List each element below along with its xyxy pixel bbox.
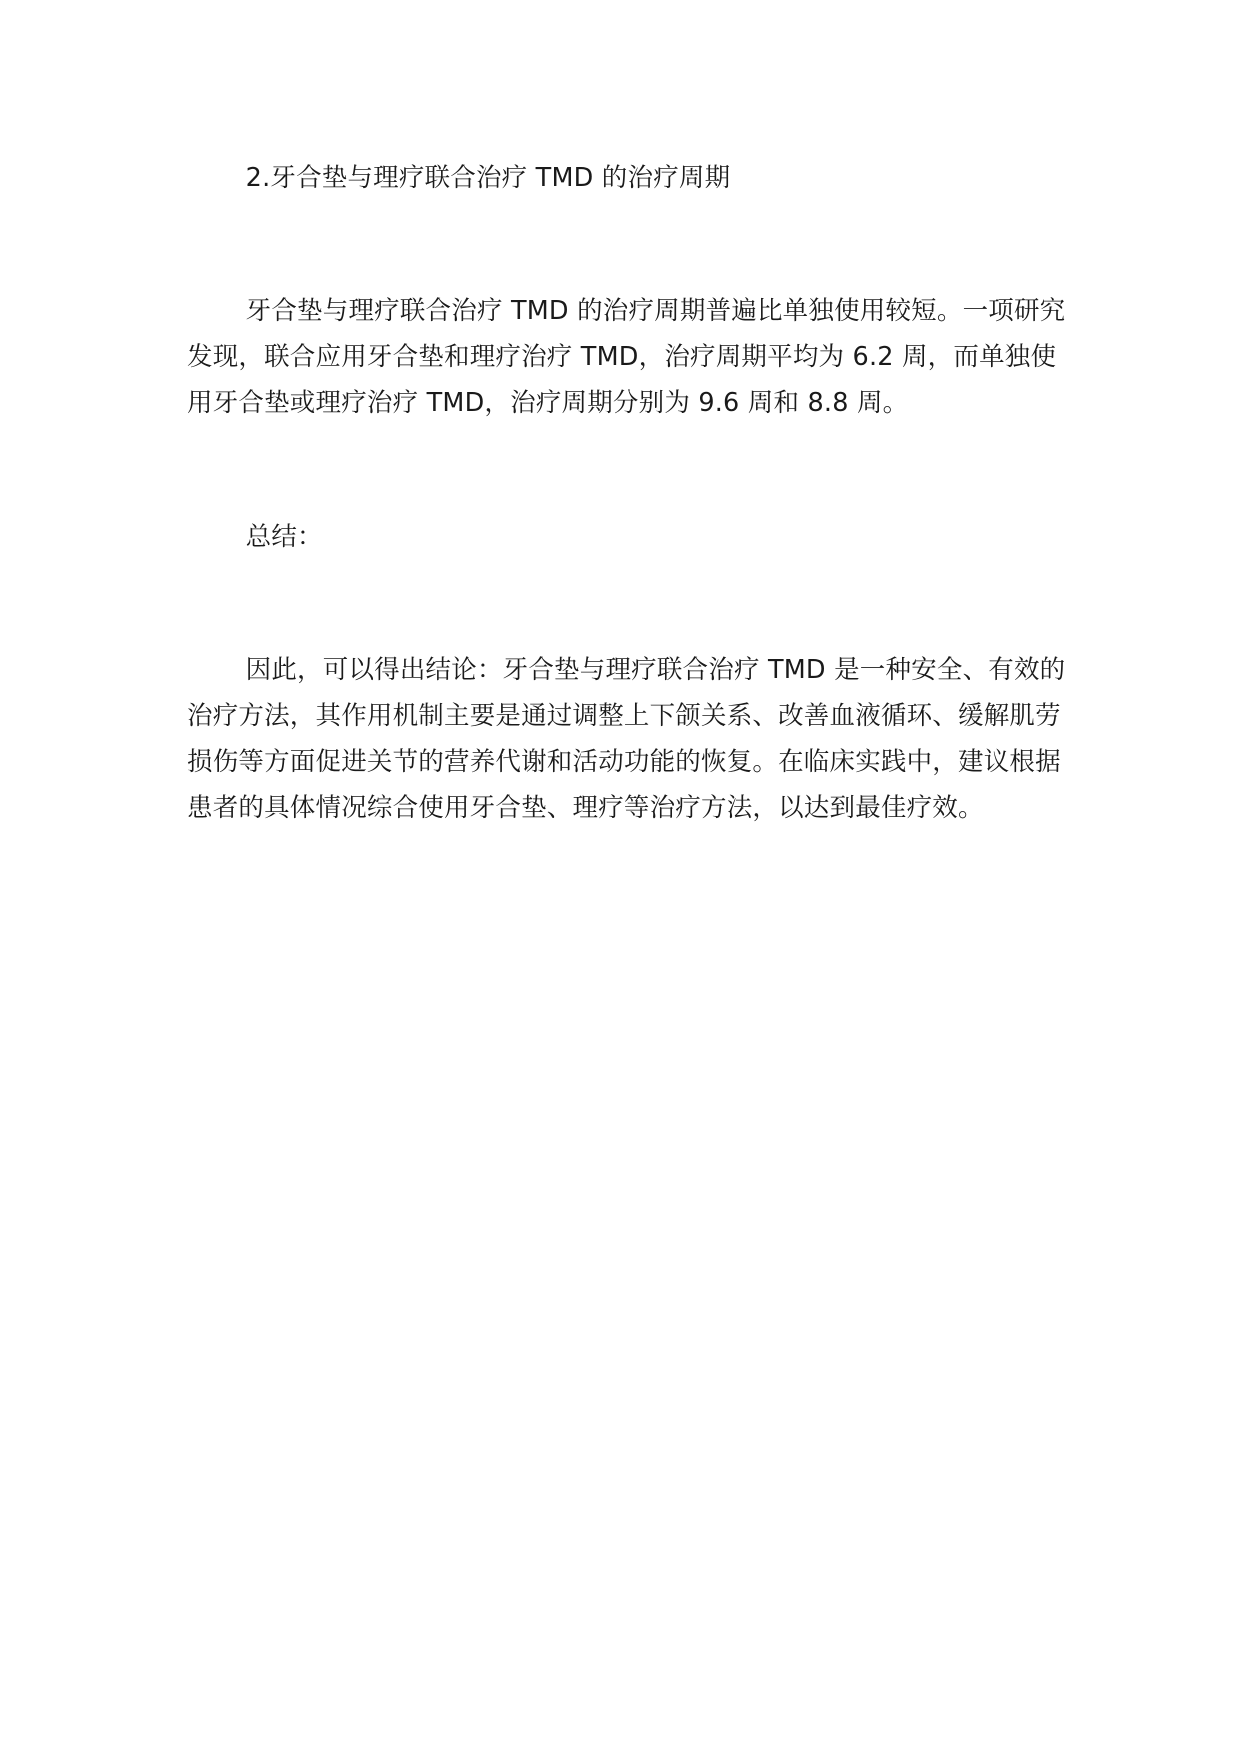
summary-label: 总结： bbox=[245, 522, 323, 552]
paragraph-conclusion: 因此，可以得出结论：牙合垫与理疗联合治疗 TMD 是一种安全、有效的治疗方法，其作用机制主要是通过调整上下颌关系、改善血液循环、缓解肌劳损伤等方面促进关节的营养代谢和活动功能的恢复。在临床实践中，建议根据患者的具体情况综合使用牙合垫、理疗等治疗方法，以达到最佳疗效。 bbox=[187, 655, 1066, 823]
paragraph-treatment-cycle: 牙合垫与理疗联合治疗 TMD 的治疗周期普遍比单独使用较短。一项研究发现，联合应用牙合垫和理疗治疗 TMD，治疗周期平均为 6.2 周，而单独使用牙合垫或理疗治疗 TMD，治疗周期分别为 9.6 周和 8.8 周。 bbox=[187, 296, 1066, 418]
document-body bbox=[187, 155, 1067, 831]
section-heading: 2.牙合垫与理疗联合治疗 TMD 的治疗周期 bbox=[245, 163, 731, 193]
